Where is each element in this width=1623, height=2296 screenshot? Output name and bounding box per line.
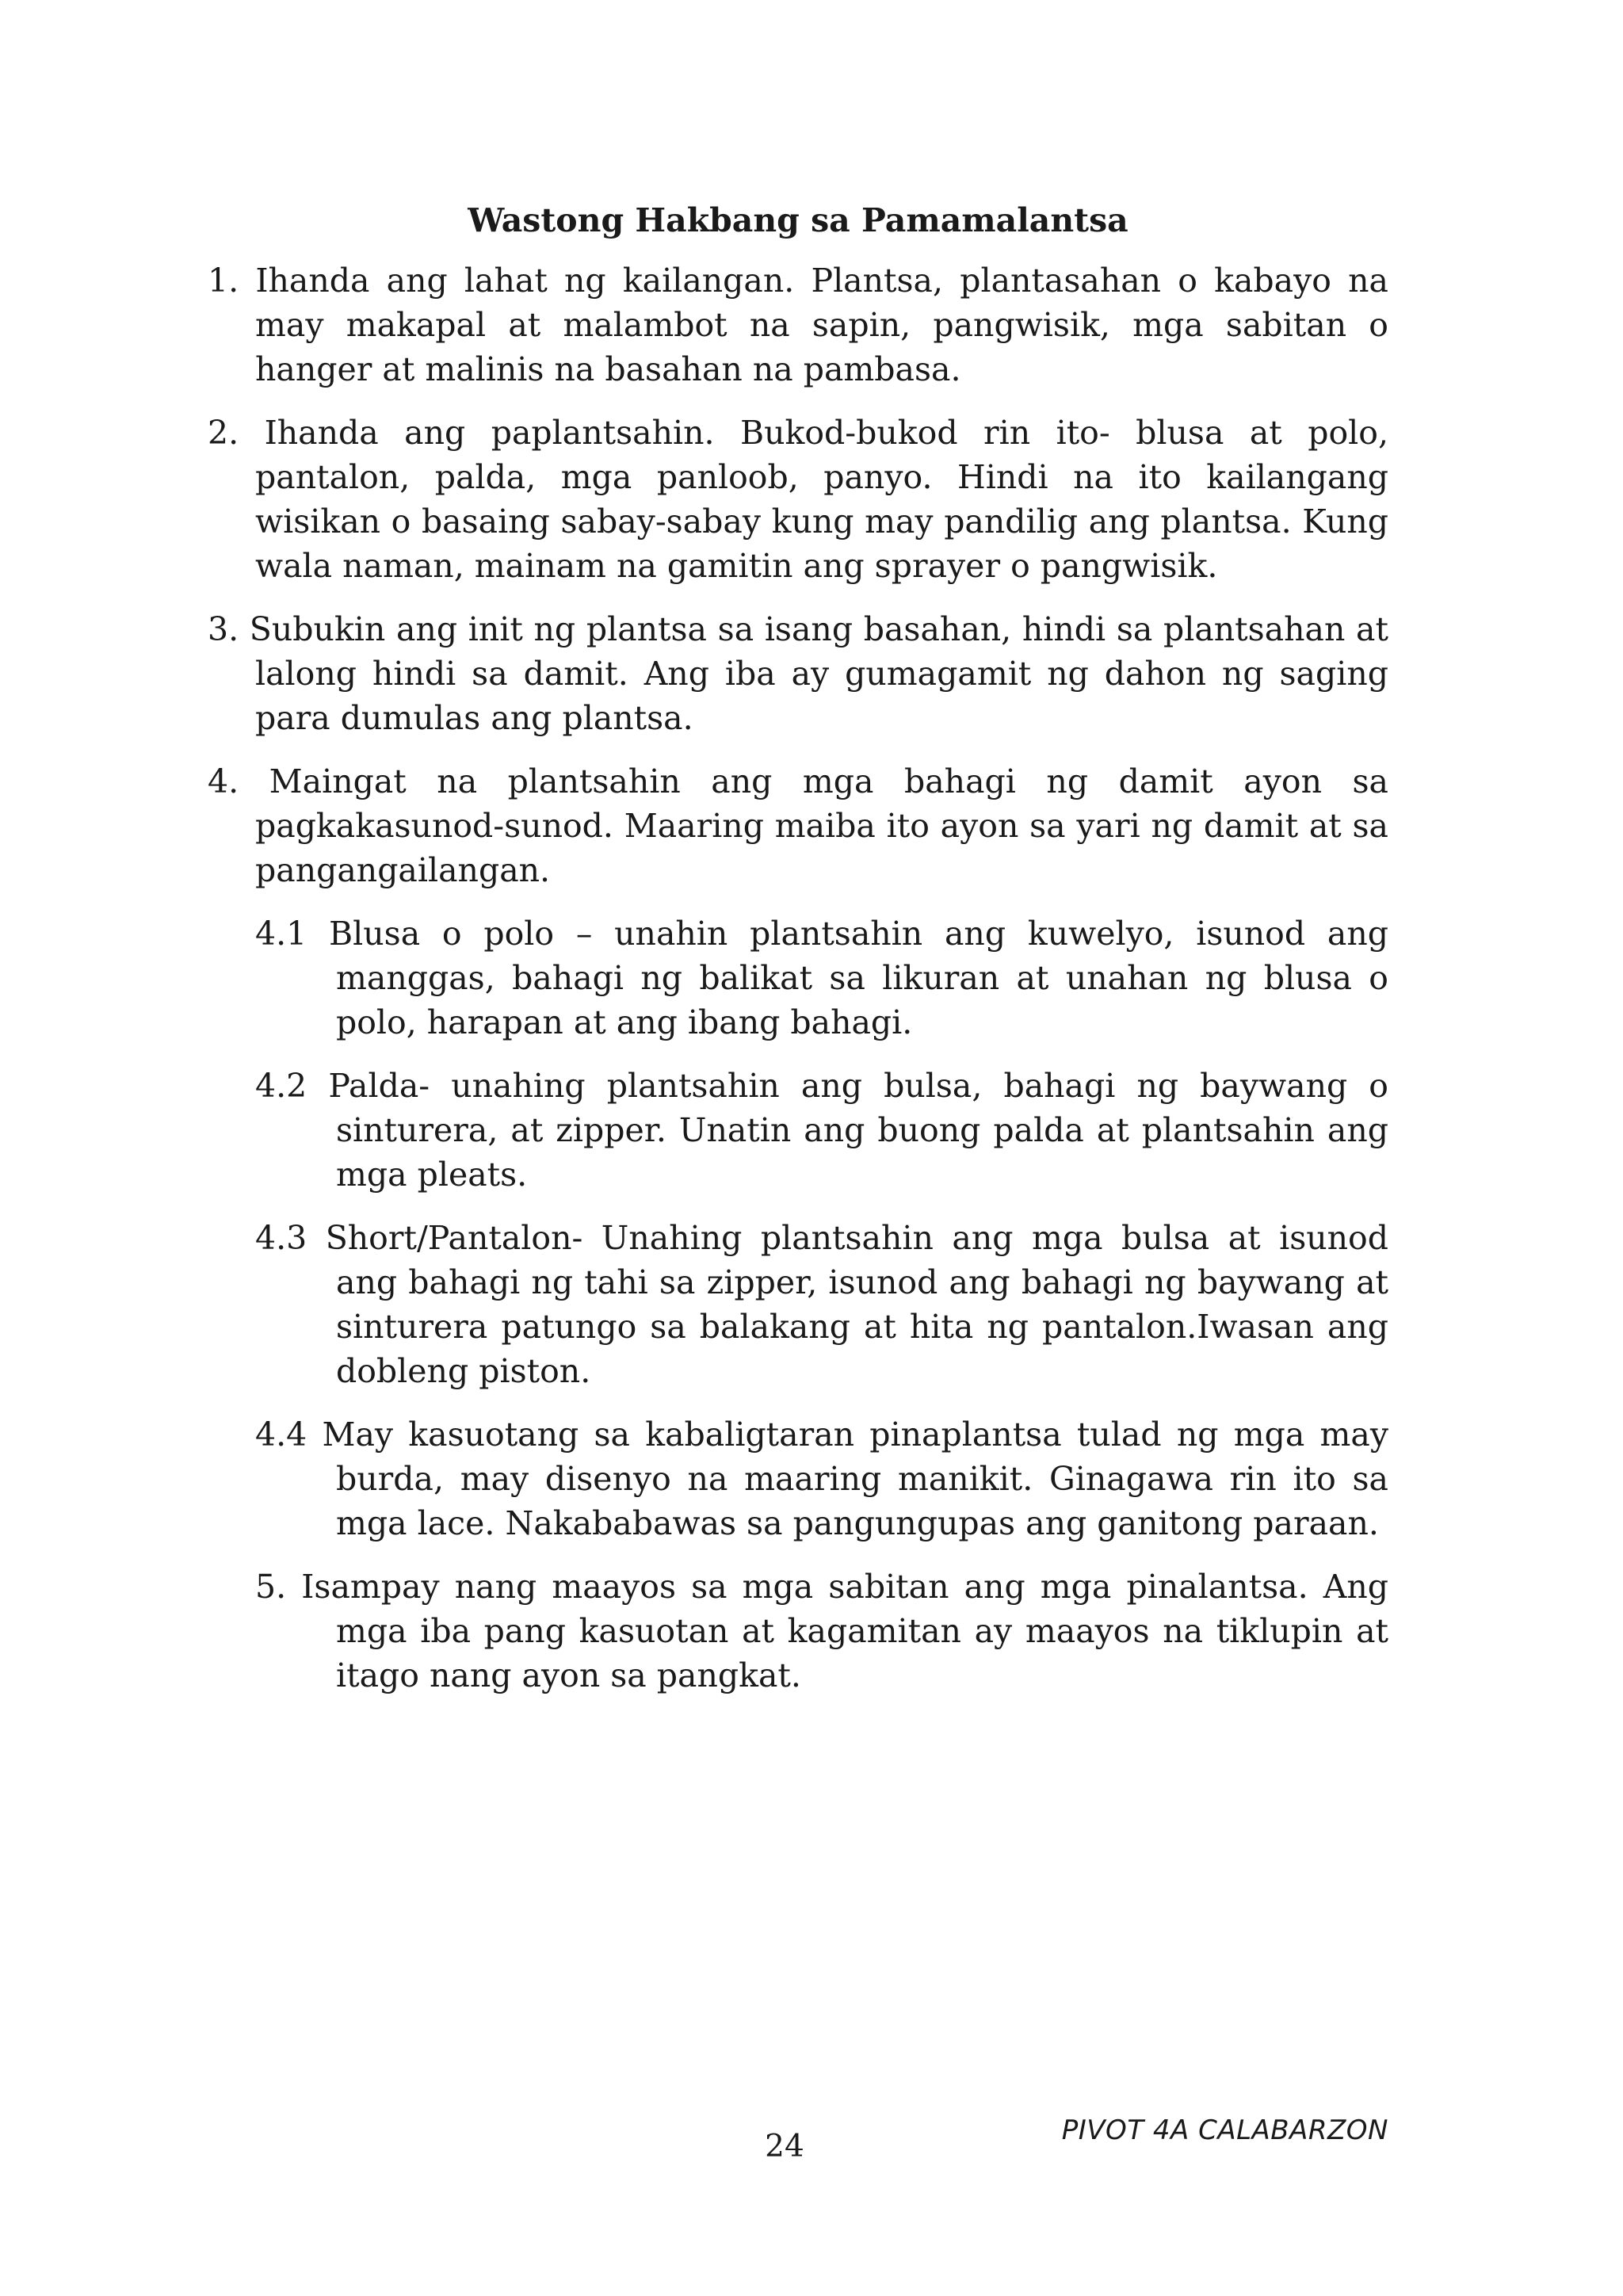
item-text: Subukin ang init ng plantsa sa isang basahan, hindi sa plantsahan at lalong hindi sa damit. Ang iba ay gumagamit ng dahon ng saging para dumulas ang plantsa. [249,610,1388,737]
item-number: 2. [208,414,239,452]
item-text: Blusa o polo – unahin plantsahin ang kuwelyo, isunod ang manggas, bahagi ng balikat sa likuran at unahan ng blusa o polo, harapan at ang ibang bahagi. [329,915,1388,1041]
item-number: 5. [255,1568,287,1606]
item-number: 1. [208,262,239,300]
item-text: Palda- unahing plantsahin ang bulsa, bahagi ng baywang o sinturera, at zipper. Unatin ang buong palda at plantsahin ang mga pleats. [328,1067,1388,1194]
sub-list-item [208,911,1388,1045]
item-number: 4. [208,762,239,800]
item-text: Maingat na plantsahin ang mga bahagi ng damit ayon sa pagkakasunod-sunod. Maaring maiba ito ayon sa yari ng damit at sa pangangailangan. [255,762,1388,889]
list-item [208,411,1388,588]
list-item [208,258,1388,392]
sub-list-item [208,1064,1388,1197]
item-number: 4.3 [255,1219,307,1257]
item-text: Isampay nang maayos sa mga sabitan ang mga pinalantsa. Ang mga iba pang kasuotan at kagamitan ay maayos na tiklupin at itago nang ayon sa pangkat. [301,1568,1388,1694]
footer-brand: PIVOT 4A CALABARZON [1061,2115,1388,2146]
steps-list [208,258,1388,1717]
item-text: Ihanda ang lahat ng kailangan. Plantsa, plantasahan o kabayo na may makapal at malambot na sapin, pangwisik, mga sabitan o hanger at malinis na basahan na pambasa. [255,262,1388,388]
page-title: Wastong Hakbang sa Pamamalantsa [468,201,1128,239]
item-number: 4.4 [255,1415,307,1454]
item-text: Short/Pantalon- Unahing plantsahin ang mga bulsa at isunod ang bahagi ng tahi sa zipper, isunod ang bahagi ng baywang at sinturera patungo sa balakang at hita ng pantalon.Iwasan ang dobleng piston. [325,1219,1388,1390]
list-item [208,759,1388,892]
page-number: 24 [765,2129,804,2164]
sub-list-item [208,1412,1388,1545]
item-number: 4.2 [255,1067,307,1105]
item-text: May kasuotang sa kabaligtaran pinaplantsa tulad ng mga may burda, may disenyo na maaring manikit. Ginagawa rin ito sa mga lace. Nakababawas sa pangungupas ang ganitong paraan. [322,1415,1388,1542]
sub-list-item [208,1564,1388,1698]
sub-list-item [208,1216,1388,1393]
item-number: 3. [208,610,239,648]
item-number: 4.1 [255,915,307,953]
list-item [208,607,1388,740]
item-text: Ihanda ang paplantsahin. Bukod-bukod rin ito- blusa at polo, pantalon, palda, mga panloob, panyo. Hindi na ito kailangang wisikan o basaing sabay-sabay kung may pandilig ang plantsa. Kung wala naman, mainam na gamitin ang sprayer o pangwisik. [255,414,1388,585]
